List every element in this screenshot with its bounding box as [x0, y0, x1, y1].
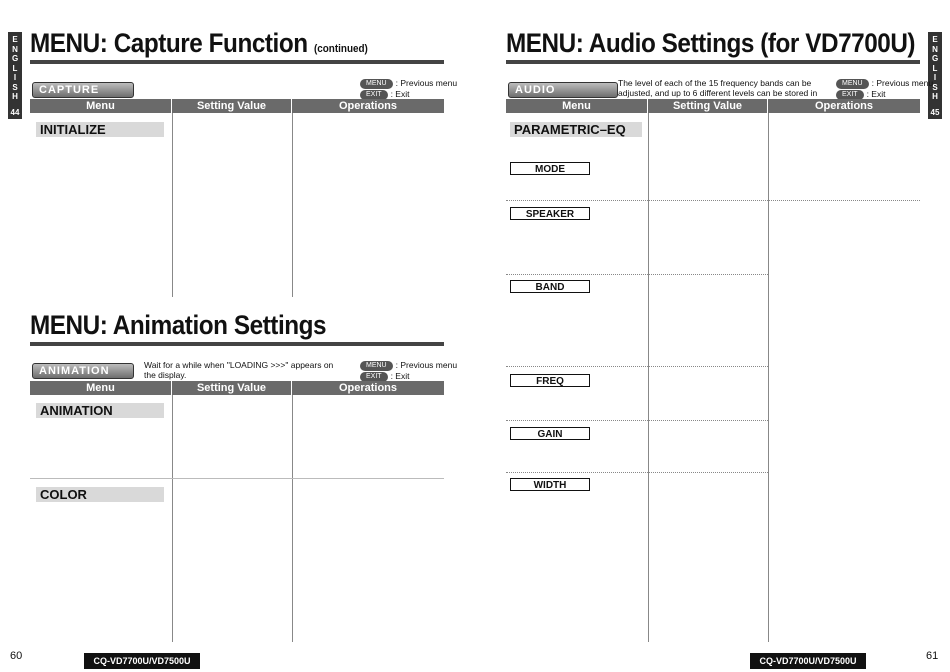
row-divider [506, 274, 768, 275]
freq-label: FREQ [510, 374, 590, 387]
audio-legend [836, 78, 933, 100]
audio-col-divider-2 [768, 113, 769, 642]
capture-legend [360, 78, 457, 100]
capture-col-divider-2 [292, 113, 293, 297]
page-number: 60 [10, 650, 23, 662]
header-menu: Menu [30, 381, 172, 395]
animation-row-divider [30, 478, 444, 479]
exit-chip: EXIT [360, 372, 388, 382]
header-menu: Menu [30, 99, 172, 113]
title-rule [30, 60, 444, 64]
initialize-title: INITIALIZE [36, 122, 164, 137]
gain-label: GAIN [510, 427, 590, 440]
page-number: 61 [926, 650, 939, 662]
prev-menu-text: : Previous menu [871, 78, 934, 88]
animation-tag: ANIMATION [32, 363, 134, 379]
prev-menu-text: : Previous menu [395, 78, 458, 88]
footer-model: CQ-VD7700U/VD7500U [84, 653, 200, 669]
menu-chip: MENU [836, 79, 869, 89]
language-tab [8, 32, 22, 119]
header-menu: Menu [506, 99, 648, 113]
row-divider [506, 472, 768, 473]
band-label: BAND [510, 280, 590, 293]
audio-page-title: MENU: Audio Settings (for VD7700U) [506, 28, 916, 58]
language-page-number: 44 [10, 107, 20, 117]
language-tab [928, 32, 942, 119]
header-setting-value: Setting Value [172, 381, 292, 395]
audio-title-rule [506, 60, 920, 64]
audio-tag: AUDIO [508, 82, 618, 98]
menu-chip: MENU [360, 79, 393, 89]
page-title [30, 28, 368, 59]
parametric-eq-title: PARAMETRIC–EQ [510, 122, 642, 137]
width-label: WIDTH [510, 478, 590, 491]
capture-tag: CAPTURE [32, 82, 134, 98]
audio-intro: The level of each of the 15 frequency bands can be adjusted, and up to 6 different levels can be stored in [618, 78, 818, 98]
exit-chip: EXIT [836, 90, 864, 100]
animation-title: MENU: Animation Settings [30, 310, 327, 340]
animation-col-divider-2 [292, 395, 293, 642]
language-label: ENGLISH [12, 35, 19, 101]
animation-col-divider-1 [172, 395, 173, 642]
prev-menu-text: : Previous menu [395, 360, 458, 370]
row-divider [506, 200, 920, 201]
animation-section-title: ANIMATION [36, 403, 164, 418]
row-divider [506, 366, 768, 367]
header-operations: Operations [338, 100, 398, 112]
exit-text: : Exit [390, 89, 410, 99]
color-section-title: COLOR [36, 487, 164, 502]
capture-table-header [30, 99, 444, 113]
speaker-label: SPEAKER [510, 207, 590, 220]
audio-col-divider-1 [648, 113, 649, 642]
header-operations: Operations [814, 100, 874, 112]
animation-legend [360, 360, 457, 382]
header-operations: Operations [338, 382, 398, 394]
animation-title-rule [30, 342, 444, 346]
title-continued: (continued) [313, 43, 368, 55]
menu-chip: MENU [360, 361, 393, 371]
mode-label: MODE [510, 162, 590, 175]
exit-text: : Exit [390, 371, 410, 381]
row-divider [506, 420, 768, 421]
exit-text: : Exit [866, 89, 886, 99]
audio-table-header [506, 99, 920, 113]
title-text: MENU: Capture Function [30, 28, 308, 58]
language-page-number: 45 [930, 107, 940, 117]
animation-table-header [30, 381, 444, 395]
header-setting-value: Setting Value [648, 99, 768, 113]
animation-wait-note: Wait for a while when "LOADING >>>" appears on the display. [144, 360, 334, 380]
exit-chip: EXIT [360, 90, 388, 100]
header-setting-value: Setting Value [172, 99, 292, 113]
language-label: ENGLISH [932, 35, 939, 101]
capture-col-divider-1 [172, 113, 173, 297]
footer-model: CQ-VD7700U/VD7500U [750, 653, 866, 669]
